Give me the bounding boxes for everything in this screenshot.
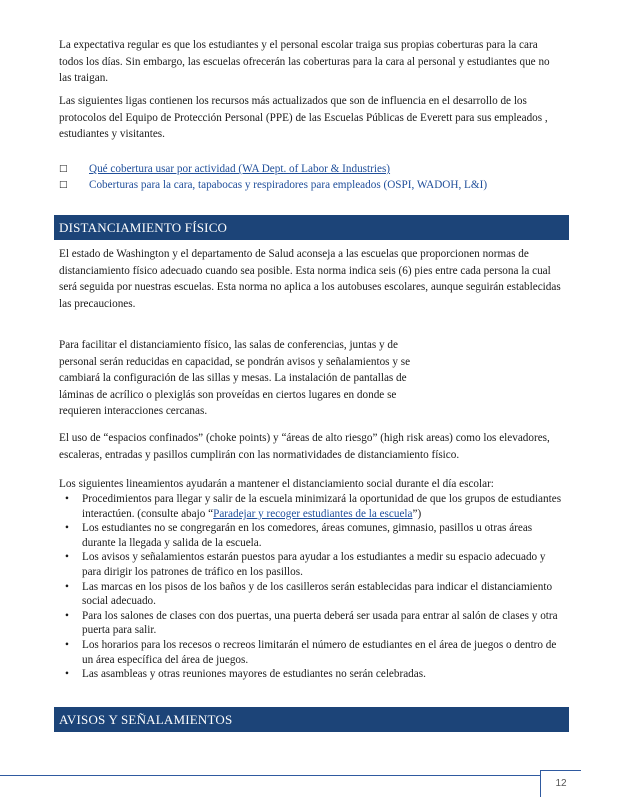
resource-links xyxy=(59,161,564,193)
bullet-icon: • xyxy=(65,551,69,564)
list-item: • Para los salones de clases con dos puertas, una puerta deberá ser usada para entrar al salón de clases y otra puerta para salir. xyxy=(65,609,558,637)
checkbox-bullet-icon: □ xyxy=(59,164,68,174)
guidelines-list xyxy=(59,492,564,682)
section-heading-physical-distancing: DISTANCIAMIENTO FÍSICO xyxy=(54,215,569,240)
list-item: • Procedimientos para llegar y salir de la escuela minimizará la oportunidad de que los grupos de estudiantes interactúen. (consulte abajo “Paradejar y recoger estudiantes de la escuela”) xyxy=(65,493,562,520)
drop-off-pickup-link[interactable]: Paradejar y recoger estudiantes de la escuela xyxy=(213,507,413,520)
distancing-paragraph-1 xyxy=(59,246,564,312)
page-number: 12 xyxy=(540,770,581,797)
bullet-icon: • xyxy=(65,493,69,505)
face-coverings-link[interactable]: Coberturas para la cara, tapabocas y respiradores para empleados (OSPI, WADOH, L&I) xyxy=(89,179,488,191)
section-heading-signage: AVISOS Y SEÑALAMIENTOS xyxy=(54,707,569,732)
distancing-text-1: El estado de Washington y el departamento de Salud aconseja a las escuelas que proporcionen normas de distanciamiento físico adecuado cuando sea posible. Esta norma indica seis (6) pies entre cada persona la cual será seguida por nuestras escuelas. Esta norma no aplica a los autobuses escolares, aunque seguirán establecidas las precauciones. xyxy=(59,248,561,310)
link-item xyxy=(59,177,564,193)
list-item: • Los estudiantes no se congregarán en los comedores, áreas comunes, gimnasio, pasillos u otras áreas durante la llegada y salida de la escuela. xyxy=(65,522,533,549)
list-item: • Los horarios para los recesos o recreos limitarán el número de estudiantes en el área de juegos o dentro de un área específica del área de juegos. xyxy=(65,638,557,666)
list-item: • Las marcas en los pisos de los baños y de los casilleros serán establecidas para indicar el distanciamiento social adecuado. xyxy=(65,580,553,608)
checkbox-bullet-icon: □ xyxy=(59,180,68,190)
guidelines-intro: Los siguientes lineamientos ayudarán a mantener el distanciamiento social durante el día escolar: xyxy=(59,478,494,490)
footer-rule xyxy=(0,775,540,776)
choke-points-paragraph: El uso de “espacios confinados” (choke points) y “áreas de alto riesgo” (high risk areas) como los elevadores, escaleras, entradas y pasillos cumplirán con las normatividades de distanciamiento físico. xyxy=(59,432,550,461)
bullet-icon: • xyxy=(65,609,69,622)
bullet-icon: • xyxy=(65,668,69,681)
bullet-icon: • xyxy=(65,638,69,651)
bullet-icon: • xyxy=(65,580,69,593)
distancing-paragraph-2: Para facilitar el distanciamiento físico, las salas de conferencias, juntas y de personal serán reducidas en capacidad, se pondrán avisos y señalamientos y se cambiará la configuración de las sillas y mesas. La instalación de pantallas de láminas de acrílico o plexiglás son proveídas en ciertos lugares en donde se requieren interacciones cercanas. xyxy=(59,339,411,417)
intro-paragraph: La expectativa regular es que los estudiantes y el personal escolar traiga sus propias coberturas para la cara todos los días. Sin embargo, las escuelas ofrecerán las coberturas para la cara al personal y estudiantes que no las traigan. xyxy=(59,39,550,84)
resources-paragraph: Las siguientes ligas contienen los recursos más actualizados que son de influencia en el desarrollo de los protocolos del Equipo de Protección Personal (PPE) de las Escuelas Públicas de Everett para sus empleados , estudiantes y visitantes. xyxy=(59,95,548,140)
list-item: • Las asambleas y otras reuniones mayores de estudiantes no serán celebradas. xyxy=(65,668,426,681)
bullet-icon: • xyxy=(65,522,69,535)
link-item xyxy=(59,161,564,177)
list-item: • Los avisos y señalamientos estarán puestos para ayudar a los estudiantes a medir su espacio adecuado y para dirigir los patrones de tráfico en los pasillos. xyxy=(65,551,546,578)
ppe-activity-link[interactable]: Qué cobertura usar por actividad (WA Dept. of Labor & Industries) xyxy=(89,163,391,175)
